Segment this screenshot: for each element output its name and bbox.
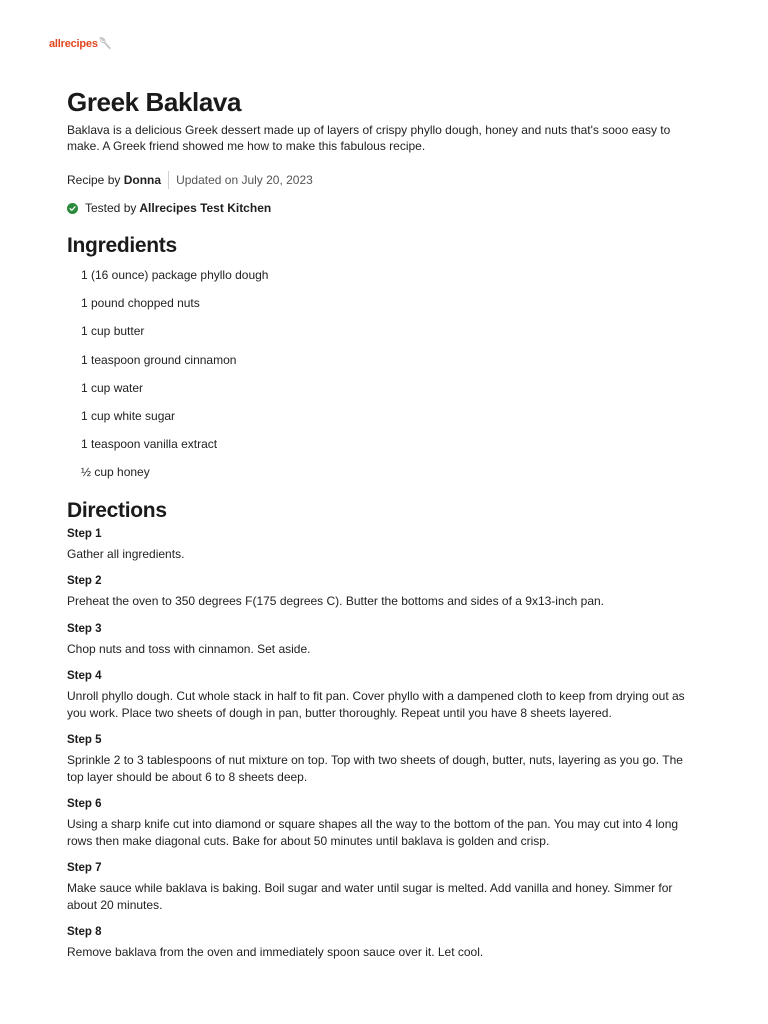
- step-text: Gather all ingredients.: [67, 546, 185, 561]
- step-title: Step 5: [67, 734, 102, 746]
- ingredient-item: 1 cup white sugar: [81, 408, 176, 423]
- byline-divider: [168, 171, 169, 189]
- ingredient-item: 1 cup butter: [81, 324, 145, 339]
- logo-text: allrecipes: [49, 38, 98, 50]
- step-text: Remove baklava from the oven and immediately spoon sauce over it. Let cool.: [67, 945, 484, 959]
- page-title: Greek Baklava: [67, 87, 242, 117]
- updated-date: Updated on July 20, 2023: [176, 173, 313, 187]
- direction-step: [67, 574, 697, 610]
- step-text: Using a sharp knife cut into diamond or square shapes all the way to the bottom of the pan. You may cut into 4 long rows then make diagonal cuts. Bake for about 50 minutes until baklava is golden and crisp.: [67, 817, 679, 848]
- step-title: Step 6: [67, 798, 102, 810]
- directions-heading: Directions: [67, 498, 167, 522]
- step-text: Chop nuts and toss with cinnamon. Set aside.: [67, 641, 311, 656]
- step-title: Step 3: [67, 622, 102, 635]
- step-text: Sprinkle 2 to 3 tablespoons of nut mixture on top. Top with two sheets of dough, butter, nuts, layering as you go. The top layer should be about 6 to 8 sheets deep.: [67, 753, 683, 784]
- step-title: Step 7: [67, 862, 102, 874]
- ingredient-item: 1 cup water: [81, 380, 144, 395]
- direction-step: [67, 733, 697, 785]
- check-circle-icon: [67, 203, 78, 214]
- direction-step: [67, 861, 697, 913]
- step-text: Preheat the oven to 350 degrees F(175 degrees C). Butter the bottoms and sides of a 9x13-inch pan.: [67, 594, 604, 608]
- step-text: Make sauce while baklava is baking. Boil sugar and water until sugar is melted. Add vanilla and honey. Simmer for about 20 minutes.: [67, 881, 673, 912]
- step-title: Step 1: [67, 527, 102, 540]
- tested-by-link[interactable]: Allrecipes Test Kitchen: [139, 201, 272, 215]
- tested-prefix: Tested by: [85, 201, 137, 215]
- step-title: Step 2: [67, 575, 102, 587]
- step-title: Step 8: [67, 926, 102, 938]
- step-text: Unroll phyllo dough. Cut whole stack in half to fit pan. Cover phyllo with a dampened cloth to keep from drying out as you work. Place two sheets of dough in pan, butter thoroughly. Repeat until you have 8 sheets layered.: [67, 689, 685, 720]
- recipe-content: [67, 86, 697, 973]
- ingredients-list: [67, 267, 697, 493]
- direction-step: [67, 797, 697, 849]
- direction-step: [67, 925, 697, 961]
- allrecipes-logo[interactable]: [49, 38, 112, 50]
- byline: [67, 171, 697, 189]
- ingredient-item: 1 teaspoon vanilla extract: [81, 437, 218, 452]
- ingredient-item: 1 pound chopped nuts: [81, 296, 200, 311]
- recipe-description: Baklava is a delicious Greek dessert made up of layers of crispy phyllo dough, honey and nuts that's sooo easy to make. A Greek friend showed me how to make this fabulous recipe.: [67, 123, 671, 153]
- ingredient-item: 1 (16 ounce) package phyllo dough: [81, 268, 269, 282]
- byline-prefix: Recipe by: [67, 173, 121, 187]
- ingredient-item: ½ cup honey: [81, 465, 150, 480]
- direction-step: [67, 527, 697, 563]
- ingredients-heading: Ingredients: [67, 234, 177, 257]
- spoon-icon: 🥄: [98, 37, 113, 50]
- directions-list: [67, 527, 697, 961]
- step-title: Step 4: [67, 670, 102, 682]
- direction-step: [67, 669, 697, 721]
- ingredient-item: 1 teaspoon ground cinnamon: [81, 352, 237, 367]
- tested-badge: [67, 200, 697, 216]
- direction-step: [67, 622, 697, 658]
- author-link[interactable]: Donna: [123, 173, 162, 187]
